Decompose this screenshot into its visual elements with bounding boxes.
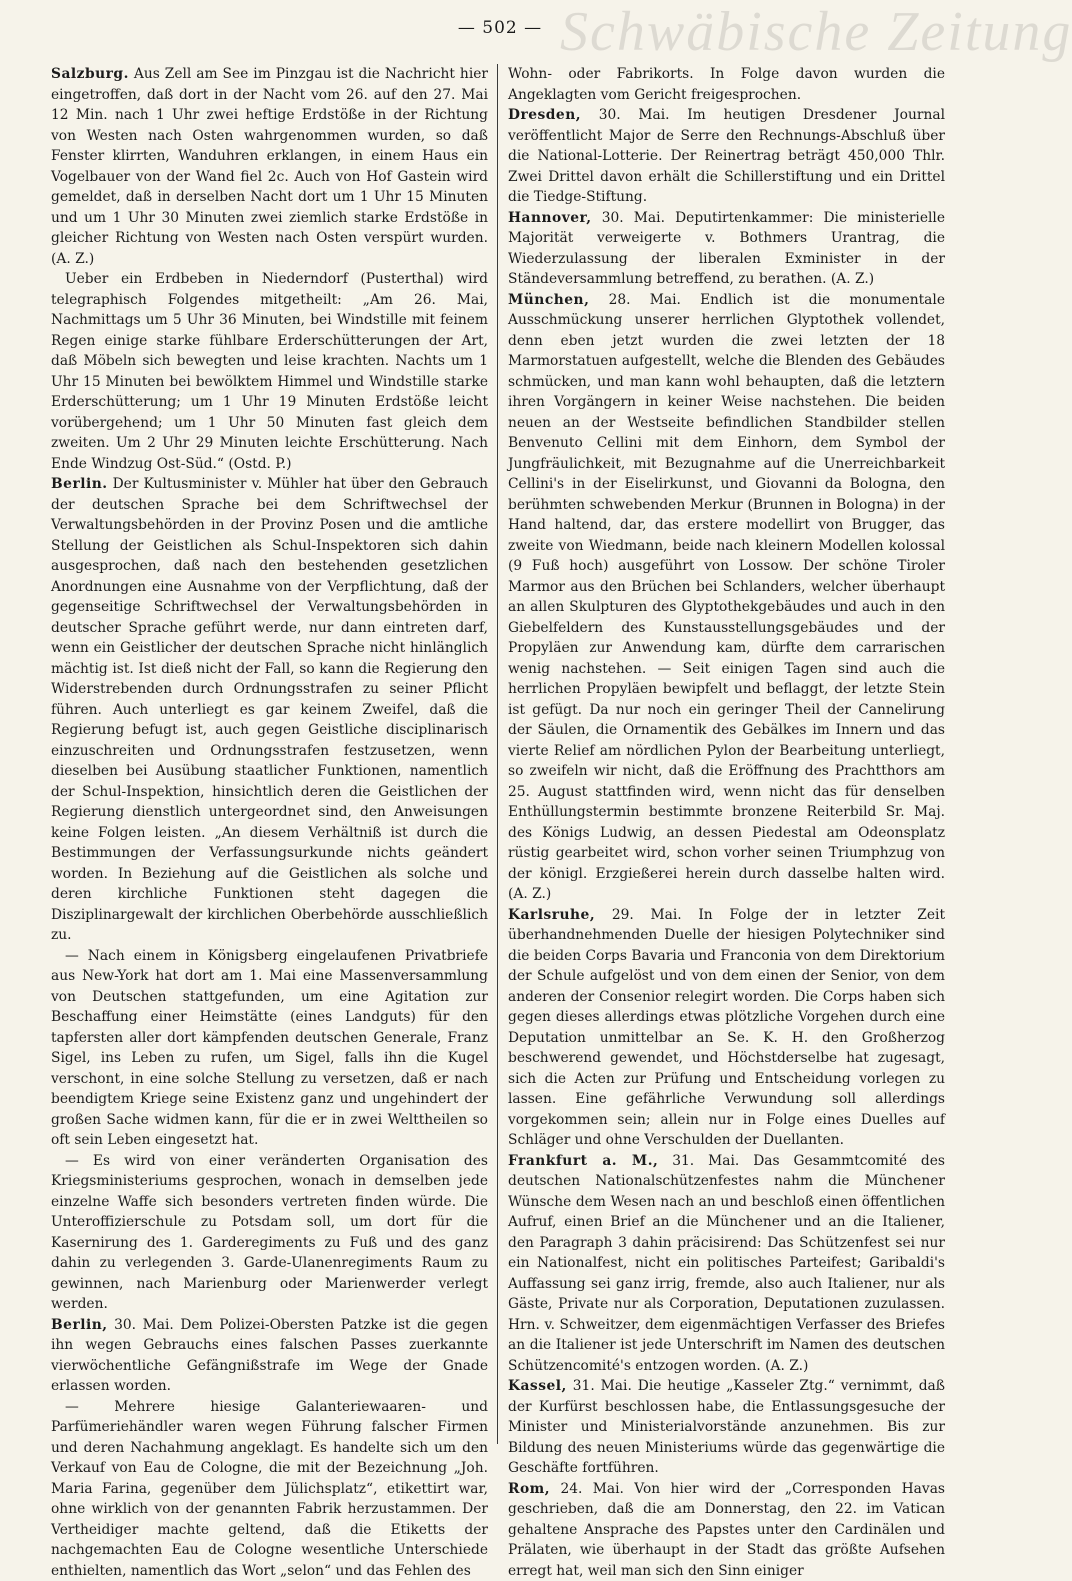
article-place: Frankfurt a. M., xyxy=(508,1153,658,1169)
article-kriegsministerium xyxy=(51,1151,488,1315)
left-column xyxy=(51,64,488,1444)
article-text: — Nach einem in Königsberg eingelaufenen Privatbriefe aus New-York hat dort am 1. Mai eine Massenversammlung von Deutschen stattgefunden, um eine Agitation zur Beschaffung einer Heimstätte (eines Landguts) für den tapfersten aller dort kämpfenden deutschen Generale, Franz Sigel, ins Leben zu rufen, um Sigel, falls ihn die Kugel verschont, in eine solche Stellung zu versetzen, daß er nach beendigtem Kriege seine Existenz ganz und ungehindert der großen Sache widmen kann, für die er in zwei Welttheilen so oft sein Leben eingesetzt hat. xyxy=(51,948,488,1149)
article-text: Aus Zell am See im Pinzgau ist die Nachricht hier eingetroffen, daß dort in der Nacht vom 26. auf den 27. Mai 12 Min. nach 1 Uhr zwei heftige Erdstöße in der Richtung von Westen nach Osten wahrgenommen wurden, so daß Fenster klirrten, Wanduhren erklangen, in einem Haus ein Vogelbauer von der Wand fiel 2c. Auch von Hof Gastein wird gemeldet, daß in derselben Nacht dort um 1 Uhr 15 Minuten und um 1 Uhr 30 Minuten zwei ziemlich starke Erdstöße in gleicher Richtung von Westen nach Osten verspürt wurden. xyxy=(51,66,488,246)
page-number: — 502 — xyxy=(0,18,1000,38)
article-text: 31. Mai. Die heutige „Kasseler Ztg.“ vernimmt, daß der Kurfürst beschlossen habe, die Entlassungsgesuche der Minister und Ministerialvorstände anzunehmen. Bis zur Bildung des neuen Ministeriums würde das gegenwärtige die Geschäfte fortführen. xyxy=(508,1378,945,1476)
article-muenchen xyxy=(508,290,945,905)
article-text: 31. Mai. Das Gesammtcomité des deutschen Nationalschützenfestes nahm die Münchener Wünsche dem Wesen nach an und beschloß einen öffentlichen Aufruf, einen Brief an die Münchener und an die Italiener, den Paragraph 3 dahin präcisirend: Das Schützenfest sei nur ein Nationalfest, nicht ein politisches Parteifest; Garibaldi's Auffassung sei ganz irrig, fremde, also auch Italiener, nur als Gäste, Private nur als Corporation, Deputationen zuzulassen. Hrn. v. Schweitzer, dem eigenmächtigen Verfasser des Briefes an die Italiener ist jede Unterschrift im Namen des deutschen Schützencomité's entzogen worden. xyxy=(508,1153,945,1374)
article-text: Ueber ein Erdbeben in Niederndorf (Pusterthal) wird telegraphisch Folgendes mitgetheilt: „Am 26. Mai, Nachmittags um 5 Uhr 36 Minuten, bei Windstille mit feinem Regen einige starke fühlbare Erderschütterungen der Art, daß Möbeln sich bewegten und leise krachten. Nachts um 1 Uhr 15 Minuten bei bewölktem Himmel und Windstille starke Erderschütterung; um 1 Uhr 19 Minuten Erdstöße leicht vorübergehend; um 1 Uhr 50 Minuten fast gleich dem zweiten. Um 2 Uhr 29 Minuten leichte Erschütterung. Nach Ende Windzug Ost-Süd.“ xyxy=(51,271,488,472)
column-divider xyxy=(497,64,498,1444)
article-kassel xyxy=(508,1376,945,1479)
article-text: — Mehrere hiesige Galanteriewaaren- und Parfümeriehändler waren wegen Führung falscher Firmen und deren Nachahmung angeklagt. Es handelte sich um den Verkauf von Eau de Cologne, die mit der Bezeichnung „Joh. Maria Farina, gegenüber dem Jülichsplatz“, etikettirt war, ohne wirklich von der genannten Fabrik herzustammen. Der Vertheidiger machte geltend, daß die Etiketts der nachgemachten Eau de Cologne wesentliche Unterschiede enthielten, namentlich das Wort „selon“ und das Fehlen des xyxy=(51,1399,488,1579)
article-text: — Es wird von einer veränderten Organisation des Kriegsministeriums gesprochen, wonach in demselben jede einzelne Waffe sich besonders vertreten finden würde. Die Unteroffizierschule zu Potsdam soll, um dort für die Kasernirung des 1. Garderegiments zu Fuß und des ganz dahin zu verlegenden 3. Garde-Ulanenregiments Raum zu gewinnen, nach Marienburg oder Marienwerder verlegt werden. xyxy=(51,1153,488,1313)
article-eau-de-cologne xyxy=(51,1397,488,1581)
article-rom xyxy=(508,1479,945,1581)
article-source: (Ostd. P.) xyxy=(228,456,291,472)
masthead-watermark: Schwäbische Zeitung xyxy=(560,0,1000,70)
article-continuation xyxy=(508,64,945,105)
article-new-york xyxy=(51,946,488,1151)
article-place: München, xyxy=(508,292,589,308)
article-place: Rom, xyxy=(508,1481,550,1497)
article-berlin-kultusminister xyxy=(51,474,488,946)
article-salzburg xyxy=(51,64,488,269)
article-place: Hannover, xyxy=(508,210,592,226)
article-text: 30. Mai. Dem Polizei-Obersten Patzke ist die gegen ihn wegen Gebrauchs eines falschen Passes zuerkannte vierwöchentliche Gefängnißstrafe im Wege der Gnade erlassen worden. xyxy=(51,1317,488,1395)
article-text: 29. Mai. In Folge der in letzter Zeit überhandnehmenden Duelle der hiesigen Polytechniker sind die beiden Corps Bavaria und Franconia von dem Direktorium der Schule aufgelöst und von dem einen der Senior, von dem anderen der Consenior relegirt worden. Die Corps haben sich gegen dieses allerdings etwas plötzliche Vorgehen durch eine Deputation unmittelbar an Se. K. H. den Großherzog beschwerend gewendet, und Höchstderselbe hat zugesagt, sich die Acten zur Prüfung und Entscheidung vorlegen zu lassen. Eine gefährliche Verwundung soll allerdings vorgekommen sein; allein nur in Folge eines Duelles auf Schläger und ohne Verschulden der Duellanten. xyxy=(508,907,945,1149)
article-place: Karlsruhe, xyxy=(508,907,595,923)
article-source: (A. Z.) xyxy=(831,271,874,287)
article-hannover xyxy=(508,208,945,290)
article-text: 30. Mai. Im heutigen Dresdener Journal veröffentlicht Major de Serre den Rechnungs-Abschluß über die National-Lotterie. Der Reinertrag beträgt 450,000 Thlr. Zwei Drittel davon erhält die Schillerstiftung und ein Drittel die Tiedge-Stiftung. xyxy=(508,107,945,205)
article-text: 30. Mai. Deputirtenkammer: Die ministerielle Majorität verweigerte v. Bothmers Urantrag, die Wiederzulassung der liberalen Exminister in der Ständeversammlung betreffend, zu berathen. xyxy=(508,210,945,288)
article-niederndorf xyxy=(51,269,488,474)
article-text: Der Kultusminister v. Mühler hat über den Gebrauch der deutschen Sprache bei dem Schriftwechsel der Verwaltungsbehörden in der Provinz Posen und die amtliche Stellung der Geistlichen als Schul-Inspektoren sich dahin ausgesprochen, daß nach den bestehenden gesetzlichen Anordnungen eine Ausnahme von der Verpflichtung, daß der gegenseitige Schriftwechsel der Verwaltungsbehörden in deutscher Sprache geführt werde, nur dann eintreten darf, wenn ein Geistlicher der deutschen Sprache nicht hinlänglich mächtig ist. Ist dieß nicht der Fall, so kann die Regierung den Widerstrebenden durch Ordnungsstrafen zu seiner Pflicht führen. Auch unterliegt es gar keinem Zweifel, daß die Regierung befugt ist, auch gegen Geistliche disciplinarisch einzuschreiten und Ordnungsstrafen festzusetzen, wenn dieselben bei Ausübung staatlicher Funktionen, namentlich der Schul-Inspektion, hinsichtlich deren die Geistlichen der Regierung dienstlich untergeordnet sind, den Anweisungen keine Folgen leisten. „An diesem Verhältniß ist durch die Bestimmungen der Verfassungsurkunde nichts geändert worden. In Beziehung auf die Geistlichen als solche und deren kirchliche Funktionen steht dagegen die Disziplinargewalt der kirchlichen Oberbehörde ausschließlich zu. xyxy=(51,476,488,943)
article-source: (A. Z.) xyxy=(765,1358,808,1374)
article-berlin-patzke xyxy=(51,1315,488,1397)
right-column xyxy=(508,64,945,1444)
article-place: Dresden, xyxy=(508,107,581,123)
article-place: Berlin, xyxy=(51,1317,108,1333)
article-text: 24. Mai. Von hier wird der „Corresponden Havas geschrieben, daß die am Donnerstag, den 22. im Vatican gehaltene Ansprache des Papstes unter den Cardinälen und Prälaten, wie überhaupt in der Stadt das größte Aufsehen erregt hat, weil man sich den Sinn einiger xyxy=(508,1481,945,1579)
article-place: Salzburg. xyxy=(51,66,129,82)
article-dresden xyxy=(508,105,945,208)
article-frankfurt xyxy=(508,1151,945,1377)
article-place: Berlin. xyxy=(51,476,108,492)
article-text: Wohn- oder Fabrikorts. In Folge davon wurden die Angeklagten vom Gericht freigesprochen. xyxy=(508,66,945,103)
article-source: (A. Z.) xyxy=(508,886,551,902)
article-text: 28. Mai. Endlich ist die monumentale Ausschmückung unserer herrlichen Glyptothek vollendet, denn eben jetzt wurden die zwei letzten der 18 Marmorstatuen aufgestellt, welche die Blenden des Gebäudes schmücken, und man kann wohl behaupten, daß die letztern ihren Vorgängern in keiner Weise nachstehen. Die beiden neuen an der Westseite befindlichen Standbilder stellen Benvenuto Cellini mit dem Einhorn, dem Symbol der Jungfräulichkeit, mit Bezugnahme auf die Unerreichbarkeit Cellini's in der Eiselirkunst, und Giovanni da Bologna, den berühmten schwebenden Merkur (Brunnen in Bologna) in der Hand haltend, dar, das erstere modellirt von Brugger, das zweite von Wiedmann, beide nach kleinern Modellen kolossal (9 Fuß hoch) ausgeführt von Lossow. Der schöne Tiroler Marmor aus den Brüchen bei Schlanders, welcher überhaupt an allen Skulpturen des Glyptothekgebäudes und auch in den Giebelfeldern des Kunstausstellungsgebäudes und der Propyläen zur Anwendung kam, dürfte dem carrarischen wenig nachstehen. — Seit einigen Tagen sind auch die herrlichen Propyläen bewipfelt und beflaggt, der letzte Stein ist gefügt. Da nur noch ein geringer Theil der Cannelirung der Säulen, die Ornamentik des Gebälkes im Innern und das vierte Relief am nördlichen Pylon der Bearbeitung unterliegt, so zweifeln wir nicht, daß die Eröffnung des Prachtthors am 25. August stattfinden wird, wenn nicht das für denselben Enthüllungstermin bestimmte bronzene Reiterbild Sr. Maj. des Königs Ludwig, an dessen Piedestal am Odeonsplatz rüstig gearbeitet wird, schon vorher seinen Triumphzug von der königl. Erzgießerei herein durch dasselbe halten wird. xyxy=(508,292,945,882)
article-karlsruhe xyxy=(508,905,945,1151)
article-place: Kassel, xyxy=(508,1378,567,1394)
article-source: (A. Z.) xyxy=(51,251,94,267)
